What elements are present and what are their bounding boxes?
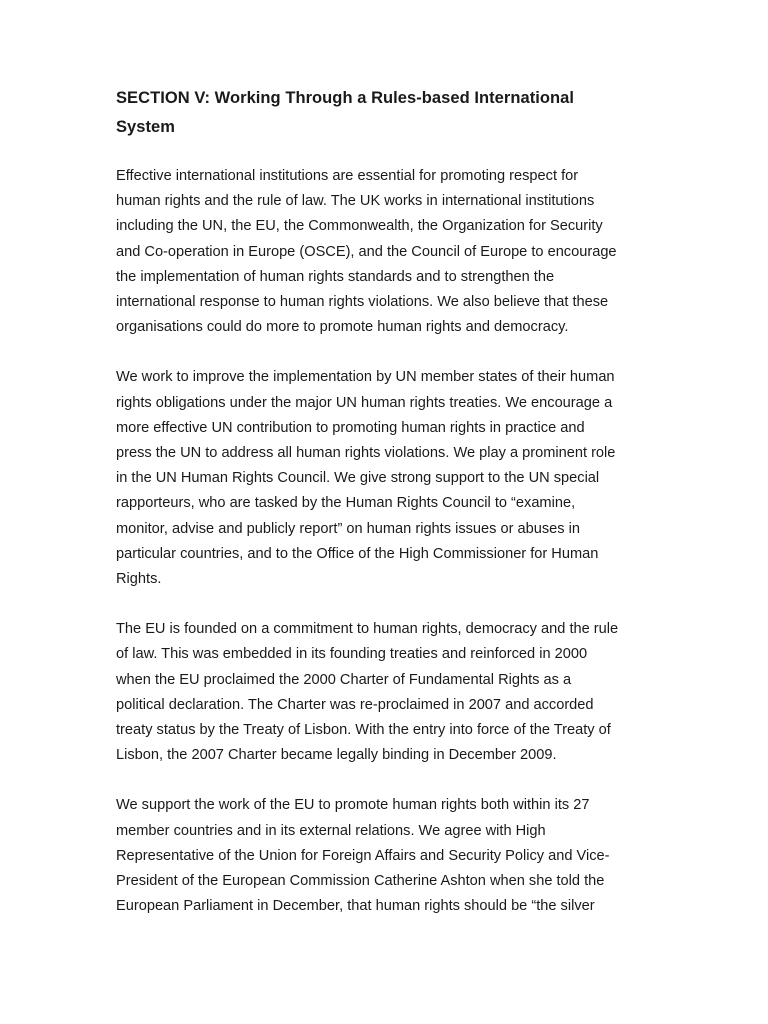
- paragraph-line: in the UN Human Rights Council. We give strong support to the UN special: [116, 470, 600, 487]
- paragraph-line: particular countries, and to the Office of the High Commissioner for Human: [116, 545, 599, 562]
- paragraph-line: the implementation of human rights standards and to strengthen the: [116, 268, 555, 285]
- paragraph-line: Rights.: [116, 571, 162, 588]
- section-heading-line: System: [116, 118, 176, 136]
- paragraph-eu-support: [116, 793, 656, 919]
- paragraph-line: rapporteurs, who are tasked by the Human Rights Council to “examine,: [116, 495, 576, 512]
- paragraph-line: and Co-operation in Europe (OSCE), and the Council of Europe to encourage: [116, 243, 617, 260]
- paragraph-line: member countries and in its external relations. We agree with High: [116, 822, 546, 839]
- paragraph-line: The EU is founded on a commitment to human rights, democracy and the rule: [116, 621, 619, 638]
- paragraph-line: when the EU proclaimed the 2000 Charter of Fundamental Rights as a: [116, 671, 572, 688]
- paragraph-line: European Parliament in December, that human rights should be “the silver: [116, 898, 595, 915]
- paragraph-eu-founding: [116, 617, 656, 768]
- section-heading-line: SECTION V: Working Through a Rules-based International: [116, 89, 575, 107]
- paragraph-un: [116, 365, 656, 592]
- section-heading: [116, 84, 656, 142]
- paragraph-line: President of the European Commission Catherine Ashton when she told the: [116, 873, 605, 890]
- paragraph-line: more effective UN contribution to promoting human rights in practice and: [116, 419, 585, 436]
- paragraph-line: including the UN, the EU, the Commonwealth, the Organization for Security: [116, 218, 603, 235]
- paragraph-line: Lisbon, the 2007 Charter became legally binding in December 2009.: [116, 747, 557, 764]
- paragraph-line: rights obligations under the major UN human rights treaties. We encourage a: [116, 394, 613, 411]
- paragraph-line: human rights and the rule of law. The UK works in international institutions: [116, 193, 595, 210]
- paragraph-line: We work to improve the implementation by UN member states of their human: [116, 369, 615, 386]
- paragraph-institutions: [116, 164, 656, 340]
- paragraph-line: monitor, advise and publicly report” on human rights issues or abuses in: [116, 520, 580, 537]
- paragraph-line: Effective international institutions are essential for promoting respect for: [116, 168, 579, 184]
- paragraph-line: We support the work of the EU to promote human rights both within its 27: [116, 797, 590, 814]
- paragraph-line: treaty status by the Treaty of Lisbon. With the entry into force of the Treaty of: [116, 722, 611, 739]
- paragraph-line: political declaration. The Charter was re-proclaimed in 2007 and accorded: [116, 696, 594, 713]
- paragraph-line: international response to human rights violations. We also believe that these: [116, 294, 609, 311]
- document-body: [116, 84, 656, 944]
- paragraph-line: organisations could do more to promote human rights and democracy.: [116, 319, 569, 336]
- paragraph-line: Representative of the Union for Foreign Affairs and Security Policy and Vice-: [116, 847, 610, 864]
- paragraph-line: of law. This was embedded in its founding treaties and reinforced in 2000: [116, 646, 588, 663]
- paragraph-line: press the UN to address all human rights violations. We play a prominent role: [116, 445, 616, 462]
